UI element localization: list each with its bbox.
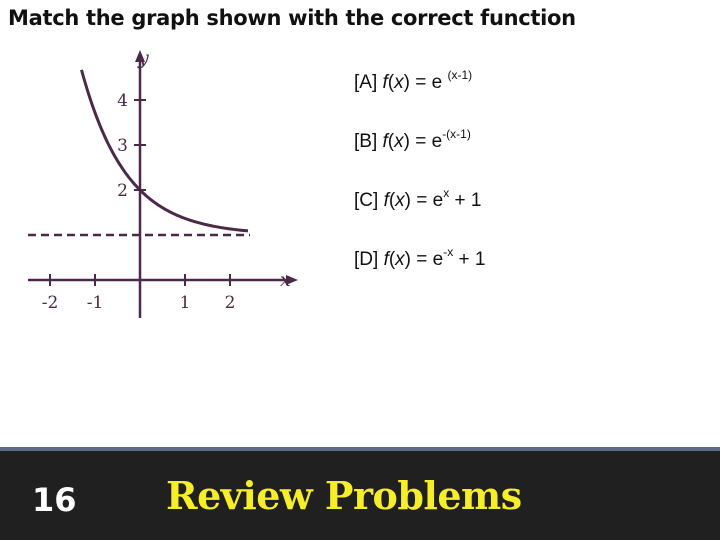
option-c[interactable]: [C] $f(x) = e^x + 1$ (354, 185, 482, 211)
option-exponent: (x-1) (447, 67, 473, 82)
slide-footer (0, 447, 720, 540)
x-tick-label: -2 (41, 293, 59, 313)
option-label: [D] (354, 249, 379, 270)
option-label: [C] (354, 190, 379, 211)
function-name: f (382, 131, 388, 152)
y-tick-label: 2 (117, 181, 128, 201)
slide-number: 16 (32, 481, 77, 519)
option-label: [B] (354, 131, 378, 152)
option-exponent: x (443, 185, 450, 200)
option-exponent: -(x-1) (442, 126, 471, 141)
x-axis-label: x (280, 269, 291, 291)
function-name: f (382, 72, 388, 93)
option-eq: = e (415, 131, 443, 152)
x-tick-label: -1 (86, 293, 104, 313)
function-var: x (395, 249, 405, 270)
function-name: f (383, 190, 389, 211)
function-var: x (394, 72, 404, 93)
option-exponent: -x (443, 244, 454, 259)
option-tail: + 1 (458, 249, 486, 270)
function-name: f (383, 249, 389, 270)
footer-title: Review Problems (166, 473, 522, 518)
option-eq: = e (416, 249, 444, 270)
option-eq: = e (416, 190, 444, 211)
function-var: x (394, 131, 404, 152)
y-tick-label: 4 (117, 91, 128, 111)
function-graph (24, 44, 300, 320)
option-b[interactable]: [B] $f(x) = e^{-(x-1)}$ (354, 126, 471, 152)
graph-curve (82, 70, 249, 231)
option-tail: + 1 (454, 190, 482, 211)
option-eq: = e (415, 72, 443, 93)
function-var: x (395, 190, 405, 211)
x-tick-label: 1 (179, 293, 191, 313)
option-a[interactable]: [A] f(x) = e $^{(x-1)}$ (354, 67, 473, 93)
option-label: [A] (354, 72, 378, 93)
option-d[interactable]: [D] $f(x) = e^{-x} + 1$ (354, 244, 486, 270)
y-tick-label: 3 (117, 136, 128, 156)
graph-svg (24, 44, 300, 320)
slide-title: Match the graph shown with the correct function (8, 6, 576, 30)
y-axis-label: y (138, 47, 149, 69)
x-tick-label: 2 (224, 293, 236, 313)
